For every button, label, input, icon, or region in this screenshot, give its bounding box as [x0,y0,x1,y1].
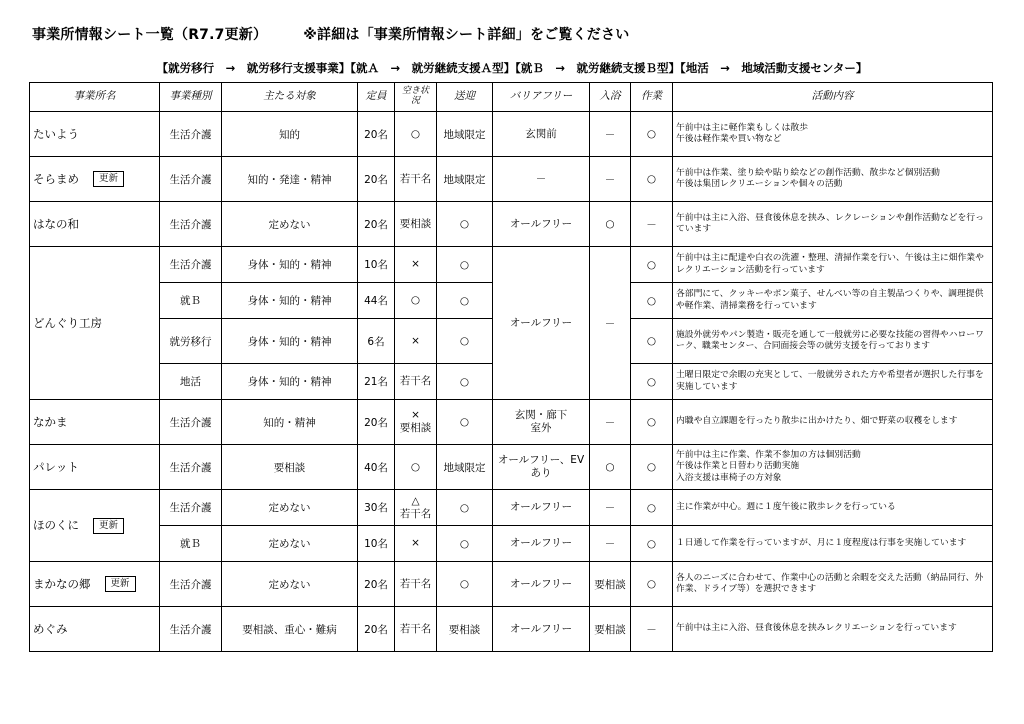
target: 要相談 [222,445,358,490]
capacity: 40名 [358,445,395,490]
capacity: 20名 [358,562,395,607]
barrier-free: － [493,157,590,202]
target: 要相談、重心・難病 [222,607,358,652]
service-type: 生活介護 [160,607,222,652]
header-bath: 入浴 [590,83,631,112]
barrier-free: オールフリー [493,247,590,400]
activity: 午前中は主に軽作業もしくは散歩 午後は軽作業や買い物など [673,112,993,157]
facility-name: たいよう [30,112,160,157]
barrier-free: オールフリー [493,607,590,652]
facility-name: どんぐり工房 [30,247,160,400]
header-work: 作業 [631,83,673,112]
page-title [32,24,629,44]
bath: － [590,400,631,445]
barrier-free: オールフリー [493,562,590,607]
title-note: ※詳細は「事業所情報シート詳細」をご覧ください [303,27,630,43]
capacity: 10名 [358,247,395,283]
service-type: 生活介護 [160,562,222,607]
capacity: 30名 [358,490,395,526]
vacancy: × 要相談 [395,400,437,445]
target: 身体・知的・精神 [222,283,358,319]
facility-name: めぐみ [30,607,160,652]
table-row [30,400,993,445]
barrier-free: オールフリー [493,490,590,526]
header-vacancy: 空き状況 [395,83,437,112]
table-row [30,202,993,247]
activity: 内職や自立課題を行ったり散歩に出かけたり、畑で野菜の収穫をします [673,400,993,445]
service-type: 地活 [160,364,222,400]
facility-name: まかなの郷 [33,576,91,591]
transport: ○ [437,247,493,283]
target: 定めない [222,202,358,247]
capacity: 21名 [358,364,395,400]
facility-name: はなの和 [30,202,160,247]
work: ○ [631,400,673,445]
facility-name: パレット [30,445,160,490]
bath: ○ [590,445,631,490]
service-type: 生活介護 [160,247,222,283]
vacancy: ○ [395,445,437,490]
work: ○ [631,112,673,157]
capacity: 20名 [358,157,395,202]
capacity: 20名 [358,400,395,445]
bath: 要相談 [590,562,631,607]
target: 身体・知的・精神 [222,247,358,283]
barrier-free: 玄関・廊下 室外 [493,400,590,445]
service-type: 就Ｂ [160,283,222,319]
capacity: 10名 [358,526,395,562]
table-row [30,157,993,202]
work: － [631,607,673,652]
transport: ○ [437,562,493,607]
barrier-free: 玄関前 [493,112,590,157]
target: 知的・精神 [222,400,358,445]
target: 定めない [222,526,358,562]
vacancy: × [395,319,437,364]
capacity: 20名 [358,112,395,157]
service-type: 生活介護 [160,400,222,445]
work: ○ [631,445,673,490]
vacancy: 要相談 [395,202,437,247]
work: ○ [631,526,673,562]
updated-badge: 更新 [93,518,124,534]
table-body [30,112,993,652]
service-type: 生活介護 [160,112,222,157]
vacancy: 若干名 [395,157,437,202]
header-target: 主たる対象 [222,83,358,112]
transport: ○ [437,202,493,247]
work: ○ [631,247,673,283]
capacity: 44名 [358,283,395,319]
table-header-row [30,83,993,112]
table-row [30,112,993,157]
activity: 午前中は主に作業、作業不参加の方は個別活動 午後は作業と日替わり活動実施 入浴支援は車椅子の方対象 [673,445,993,490]
activity: 主に作業が中心。週に１度午後に散歩レクを行っている [673,490,993,526]
work: ○ [631,562,673,607]
facility-name: なかま [30,400,160,445]
vacancy: 若干名 [395,562,437,607]
work: ○ [631,490,673,526]
vacancy: ○ [395,112,437,157]
activity: 午前中は主に入浴、昼食後休息を挟みレクリエーションを行っています [673,607,993,652]
activity: １日通して作業を行っていますが、月に１度程度は行事を実施しています [673,526,993,562]
title-text: 事業所情報シート一覧（R7.7更新） [32,27,268,43]
bath: － [590,490,631,526]
updated-badge: 更新 [105,576,136,592]
bath: ○ [590,202,631,247]
capacity: 20名 [358,202,395,247]
updated-badge: 更新 [93,171,124,187]
facility-name: ほのくに [33,518,79,533]
target: 知的 [222,112,358,157]
abbreviation-legend: 【就労移行 → 就労移行支援事業】【就Ａ → 就労継続支援Ａ型】【就Ｂ → 就労継続支援Ｂ型】【地活 → 地域活動支援センター】 [156,61,868,75]
table-row [30,526,993,562]
vacancy: ○ [395,283,437,319]
table-row [30,445,993,490]
activity: 土曜日限定で余暇の充実として、一般就労された方や希望者が選択した行事を実施しています [673,364,993,400]
header-name: 事業所名 [30,83,160,112]
facility-name-cell [30,490,160,562]
vacancy: × [395,526,437,562]
facility-name: そらまめ [33,171,79,186]
transport: ○ [437,364,493,400]
barrier-free: オールフリー [493,202,590,247]
table-row [30,607,993,652]
service-type: 生活介護 [160,202,222,247]
header-capacity: 定員 [358,83,395,112]
work: － [631,202,673,247]
transport: ○ [437,526,493,562]
service-type: 就労移行 [160,319,222,364]
transport: ○ [437,319,493,364]
facility-name-cell [30,157,160,202]
barrier-free: オールフリー、EV あり [493,445,590,490]
header-barrier: バリアフリー [493,83,590,112]
header-transport: 送迎 [437,83,493,112]
target: 定めない [222,490,358,526]
transport: 要相談 [437,607,493,652]
service-type: 生活介護 [160,490,222,526]
transport: 地域限定 [437,112,493,157]
vacancy: 若干名 [395,607,437,652]
activity: 午前中は主に入浴、昼食後休息を挟み、レクレーションや創作活動などを行っています [673,202,993,247]
table-row [30,562,993,607]
activity: 午前中は主に配達や白衣の洗濯・整理、清掃作業を行い、午後は主に畑作業やレクリエーション活動を行っています [673,247,993,283]
bath: － [590,112,631,157]
activity: 各人のニーズに合わせて、作業中心の活動と余暇を交えた活動（納品同行、外作業、ドライブ等）を選択できます [673,562,993,607]
transport: 地域限定 [437,445,493,490]
transport: ○ [437,283,493,319]
bath: － [590,247,631,400]
transport: 地域限定 [437,157,493,202]
target: 知的・発達・精神 [222,157,358,202]
transport: ○ [437,400,493,445]
capacity: 20名 [358,607,395,652]
activity: 施設外就労やパン製造・販売を通して一般就労に必要な技能の習得やハローワーク、職業センター、合同面接会等の就労支援を行っております [673,319,993,364]
bath: － [590,526,631,562]
transport: ○ [437,490,493,526]
table-row [30,490,993,526]
work: ○ [631,283,673,319]
table-row [30,247,993,283]
barrier-free: オールフリー [493,526,590,562]
target: 定めない [222,562,358,607]
work: ○ [631,364,673,400]
target: 身体・知的・精神 [222,364,358,400]
service-type: 生活介護 [160,157,222,202]
service-type: 就Ｂ [160,526,222,562]
activity: 各部門にて、クッキーやポン菓子、せんべい等の自主製品つくりや、調理提供や軽作業、清掃業務を行っています [673,283,993,319]
header-activity: 活動内容 [673,83,993,112]
vacancy: △ 若干名 [395,490,437,526]
bath: － [590,157,631,202]
activity: 午前中は作業、塗り絵や貼り絵などの創作活動、散歩など個別活動 午後は集団レクリエーションや個々の活動 [673,157,993,202]
facility-name-cell [30,562,160,607]
vacancy: × [395,247,437,283]
target: 身体・知的・精神 [222,319,358,364]
bath: 要相談 [590,607,631,652]
work: ○ [631,319,673,364]
header-type: 事業種別 [160,83,222,112]
facility-table [29,82,993,652]
service-type: 生活介護 [160,445,222,490]
work: ○ [631,157,673,202]
capacity: 6名 [358,319,395,364]
vacancy: 若干名 [395,364,437,400]
